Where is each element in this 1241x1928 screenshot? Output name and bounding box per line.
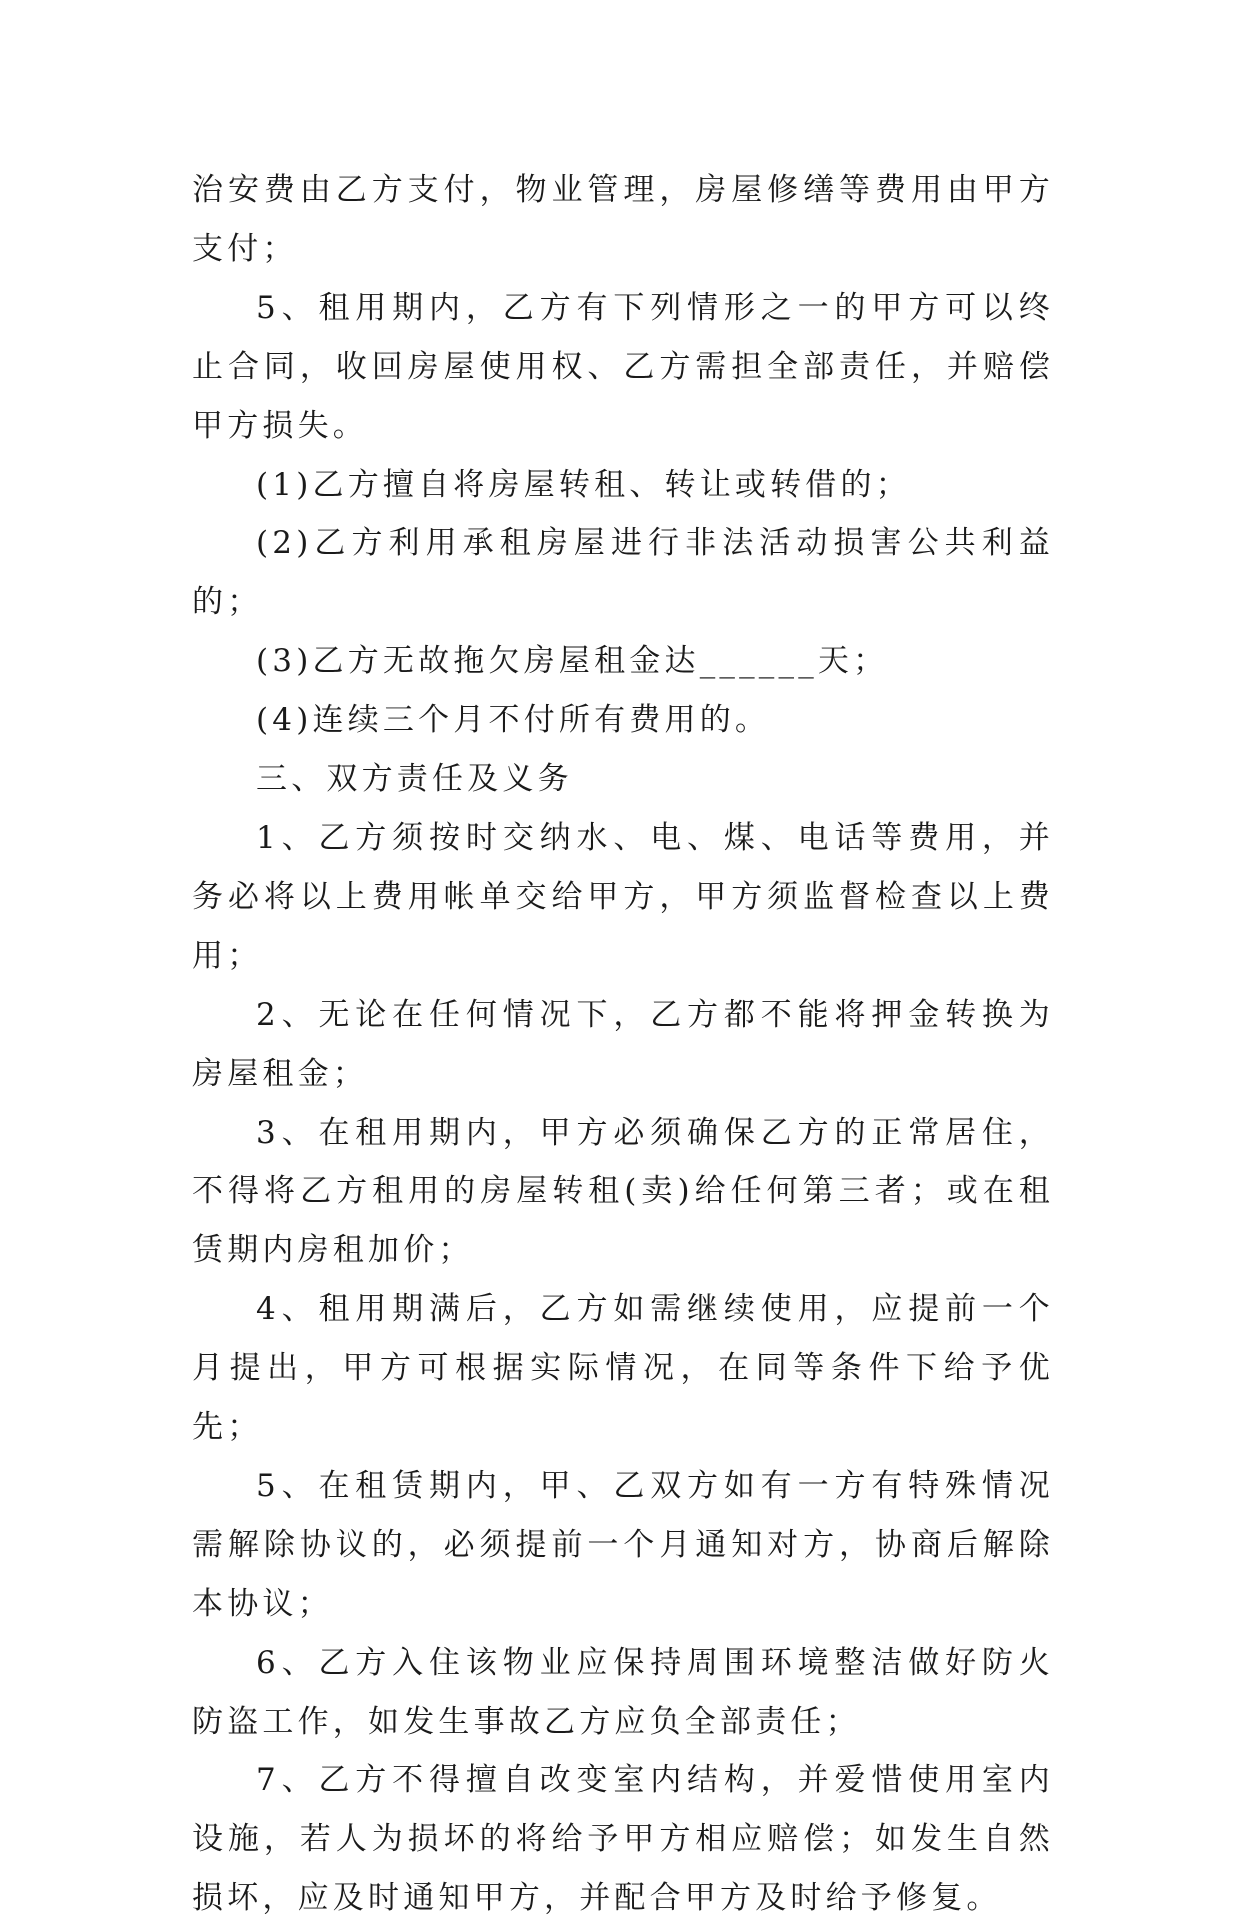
section-heading-responsibilities: 三、双方责任及义务 xyxy=(256,761,573,798)
paragraph-clause-5-termination: 5、租用期内，乙方有下列情形之一的甲方可以终止合同，收回房屋使用权、乙方需担全部责任，并赔偿甲方损失。 xyxy=(192,289,1054,444)
paragraph-item-2: (2)乙方利用承租房屋进行非法活动损害公共利益的； xyxy=(192,525,1054,621)
paragraph-continuation: 治安费由乙方支付，物业管理，房屋修缮等费用由甲方支付； xyxy=(192,172,1054,267)
paragraph-duty-5: 5、在租赁期内，甲、乙双方如有一方有特殊情况需解除协议的，必须提前一个月通知对方，协商后解除本协议； xyxy=(192,1467,1054,1622)
paragraph-duty-4: 4、租用期满后，乙方如需继续使用，应提前一个月提出，甲方可根据实际情况，在同等条件下给予优先； xyxy=(192,1291,1054,1446)
document-body xyxy=(192,161,1054,1928)
paragraph-duty-7: 7、乙方不得擅自改变室内结构，并爱惜使用室内设施，若人为损坏的将给予甲方相应赔偿；如发生自然损坏，应及时通知甲方，并配合甲方及时给予修复。 xyxy=(192,1762,1054,1917)
paragraph-duty-1: 1、乙方须按时交纳水、电、煤、电话等费用，并务必将以上费用帐单交给甲方，甲方须监督检查以上费用； xyxy=(192,819,1054,974)
paragraph-item-1: (1)乙方擅自将房屋转租、转让或转借的； xyxy=(256,466,911,503)
paragraph-item-3: (3)乙方无故拖欠房屋租金达______天； xyxy=(256,643,889,680)
paragraph-duty-3: 3、在租用期内，甲方必须确保乙方的正常居住，不得将乙方租用的房屋转租(卖)给任何第三者；或在租赁期内房租加价； xyxy=(192,1114,1054,1269)
paragraph-duty-2: 2、无论在任何情况下，乙方都不能将押金转换为房屋租金； xyxy=(192,996,1054,1092)
paragraph-duty-6: 6、乙方入住该物业应保持周围环境整洁做好防火防盗工作，如发生事故乙方应负全部责任； xyxy=(192,1644,1054,1740)
paragraph-item-4: (4)连续三个月不付所有费用的。 xyxy=(256,702,771,739)
